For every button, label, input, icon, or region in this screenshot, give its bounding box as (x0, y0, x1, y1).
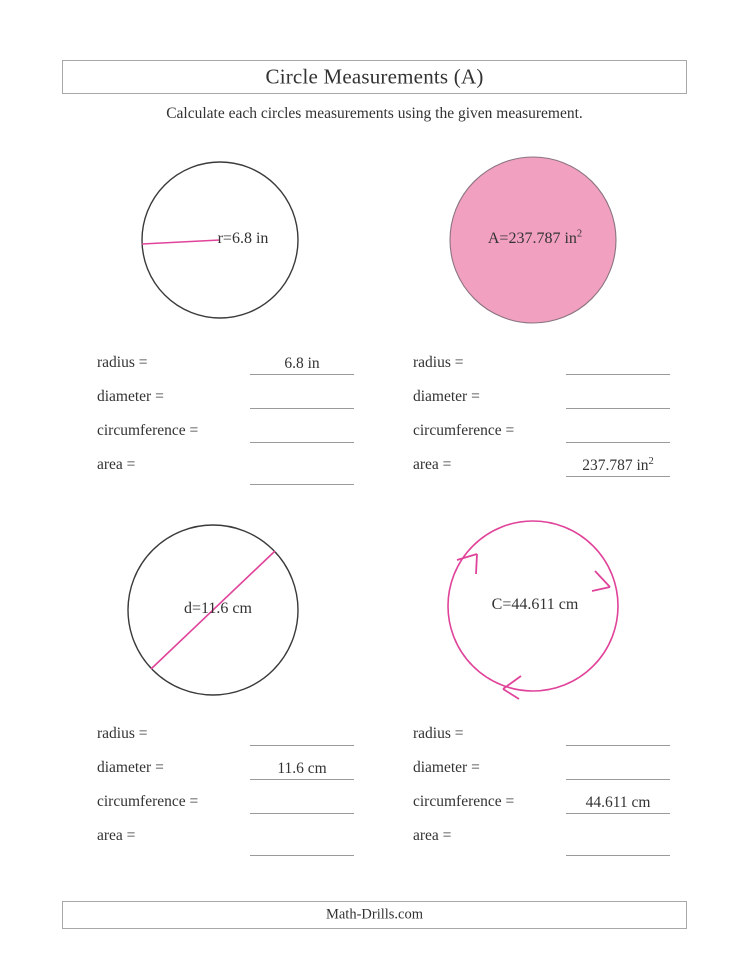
answer-label-area-2: area = (413, 456, 452, 473)
answers-problem-1 (97, 352, 387, 488)
answer-row-diameter-1 (97, 386, 387, 420)
answer-label-circumference-2: circumference = (413, 422, 515, 439)
answer-value-area-2-text: 237.787 in (582, 457, 649, 474)
answer-rule-radius-3 (250, 745, 354, 746)
figure-label-2-exponent: 2 (576, 228, 583, 240)
answer-row-radius-4 (413, 723, 703, 757)
footer-attribution: Math-Drills.com (325, 906, 424, 923)
answers-problem-2 (413, 352, 703, 488)
title-box (62, 60, 687, 94)
answer-field-circumference-1[interactable] (250, 421, 354, 443)
answer-field-diameter-3[interactable] (250, 758, 354, 780)
answer-field-diameter-2[interactable] (566, 387, 670, 409)
answer-field-area-1[interactable] (250, 463, 354, 485)
figure-problem-1 (130, 152, 310, 332)
answer-label-radius-3: radius = (97, 725, 148, 742)
figure-label-3-text: d=11.6 cm (184, 600, 252, 617)
answer-rule-circumference-4 (566, 813, 670, 814)
answer-label-area-3: area = (97, 827, 136, 844)
answer-row-area-1 (97, 454, 387, 488)
figure-problem-2 (440, 152, 630, 342)
figure-label-1-text: r=6.8 in (217, 230, 269, 247)
footer-box (62, 901, 687, 929)
answer-label-circumference-1: circumference = (97, 422, 199, 439)
answer-label-area-4: area = (413, 827, 452, 844)
answer-field-area-2[interactable] (566, 455, 670, 477)
answer-rule-diameter-2 (566, 408, 670, 409)
answer-field-area-3[interactable] (250, 834, 354, 856)
figure-label-4 (435, 596, 635, 614)
answer-rule-diameter-1 (250, 408, 354, 409)
answer-row-area-2 (413, 454, 703, 488)
answer-label-diameter-2: diameter = (413, 388, 480, 405)
answer-row-radius-1 (97, 352, 387, 386)
answer-value-circumference-4: 44.611 cm (585, 794, 651, 811)
answer-row-diameter-2 (413, 386, 703, 420)
answer-label-circumference-3: circumference = (97, 793, 199, 810)
figure-label-2-text: A=237.787 in (487, 230, 577, 247)
answer-rule-area-4 (566, 855, 670, 856)
answer-label-area-1: area = (97, 456, 136, 473)
answers-problem-3 (97, 723, 387, 859)
answer-field-diameter-4[interactable] (566, 758, 670, 780)
answer-rule-circumference-1 (250, 442, 354, 443)
figure-problem-3 (118, 518, 318, 708)
answer-row-circumference-3 (97, 791, 387, 825)
page-title: Circle Measurements (A) (265, 64, 484, 89)
answer-rule-area-2 (566, 476, 670, 477)
answer-rule-area-3 (250, 855, 354, 856)
answer-label-circumference-4: circumference = (413, 793, 515, 810)
answer-value-area-2 (566, 457, 670, 475)
answer-label-diameter-1: diameter = (97, 388, 164, 405)
answer-row-diameter-4 (413, 757, 703, 791)
answer-row-area-4 (413, 825, 703, 859)
circumference-arrow-bottom-icon (503, 676, 521, 699)
answer-field-radius-2[interactable] (566, 353, 670, 375)
figure-label-4-text: C=44.611 cm (491, 596, 579, 613)
answer-row-radius-2 (413, 352, 703, 386)
answer-label-radius-4: radius = (413, 725, 464, 742)
answer-row-diameter-3 (97, 757, 387, 791)
answer-label-diameter-3: diameter = (97, 759, 164, 776)
answer-rule-area-1 (250, 484, 354, 485)
answer-field-radius-4[interactable] (566, 724, 670, 746)
answer-field-circumference-2[interactable] (566, 421, 670, 443)
answers-problem-4 (413, 723, 703, 859)
circumference-arrow-upper-right-icon (592, 571, 610, 591)
figure-label-1 (130, 230, 310, 248)
answer-rule-diameter-4 (566, 779, 670, 780)
answer-row-area-3 (97, 825, 387, 859)
figure-label-3 (118, 600, 318, 618)
answer-row-circumference-2 (413, 420, 703, 454)
answer-rule-diameter-3 (250, 779, 354, 780)
answer-rule-radius-2 (566, 374, 670, 375)
answer-field-circumference-4[interactable] (566, 792, 670, 814)
answer-field-diameter-1[interactable] (250, 387, 354, 409)
answer-field-radius-3[interactable] (250, 724, 354, 746)
answer-label-diameter-4: diameter = (413, 759, 480, 776)
answer-label-radius-2: radius = (413, 354, 464, 371)
answer-field-area-4[interactable] (566, 834, 670, 856)
answer-rule-radius-1 (250, 374, 354, 375)
figure-problem-4 (435, 513, 635, 713)
answer-value-radius-1: 6.8 in (284, 355, 320, 372)
answer-rule-circumference-2 (566, 442, 670, 443)
answer-rule-circumference-3 (250, 813, 354, 814)
answer-field-radius-1[interactable] (250, 353, 354, 375)
answer-value-diameter-3: 11.6 cm (277, 760, 327, 777)
answer-row-circumference-4 (413, 791, 703, 825)
answer-field-circumference-3[interactable] (250, 792, 354, 814)
figure-label-2 (440, 230, 630, 248)
answer-rule-radius-4 (566, 745, 670, 746)
answer-row-radius-3 (97, 723, 387, 757)
answer-value-area-2-exponent: 2 (648, 455, 654, 467)
answer-row-circumference-1 (97, 420, 387, 454)
instructions-text: Calculate each circles measurements using the given measurement. (166, 105, 583, 122)
answer-label-radius-1: radius = (97, 354, 148, 371)
